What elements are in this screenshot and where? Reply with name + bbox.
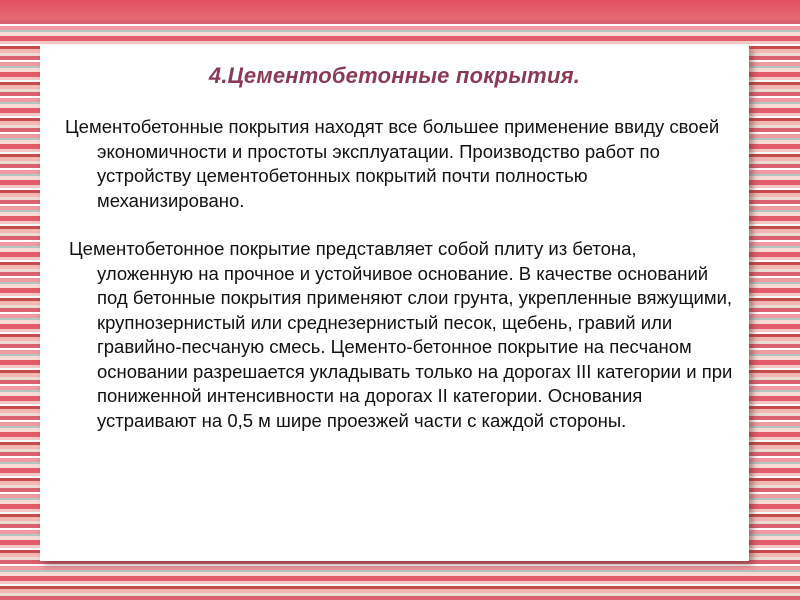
slide-content-card: [40, 45, 749, 561]
background-top-band: [0, 0, 800, 20]
paragraph-1: Цементобетонные покрытия находят все большее применение ввиду своей экономичности и простоты эксплуатации. Производство работ по устройству цементобетонных покрытий почти полностью механизировано.: [65, 116, 720, 211]
paragraph-2: Цементобетонное покрытие представляет собой плиту из бетона, уложенную на прочное и устойчивое основание. В качестве оснований под бетонные покрытия применяют слои грунта, укрепленные вяжущими, крупнозернистый или среднезернистый песок, щебень, гравий или гравийно-песчаную смесь. Цементо-бетонное покрытие на песчаном основании разрешается укладывать только на дорогах III категории и при пониженной интенсивности на дорогах II категории. Основания устраивают на 0,5 м шире проезжей части с каждой стороны.: [69, 238, 733, 431]
slide-title: 4.Цементобетонные покрытия.: [208, 63, 581, 88]
